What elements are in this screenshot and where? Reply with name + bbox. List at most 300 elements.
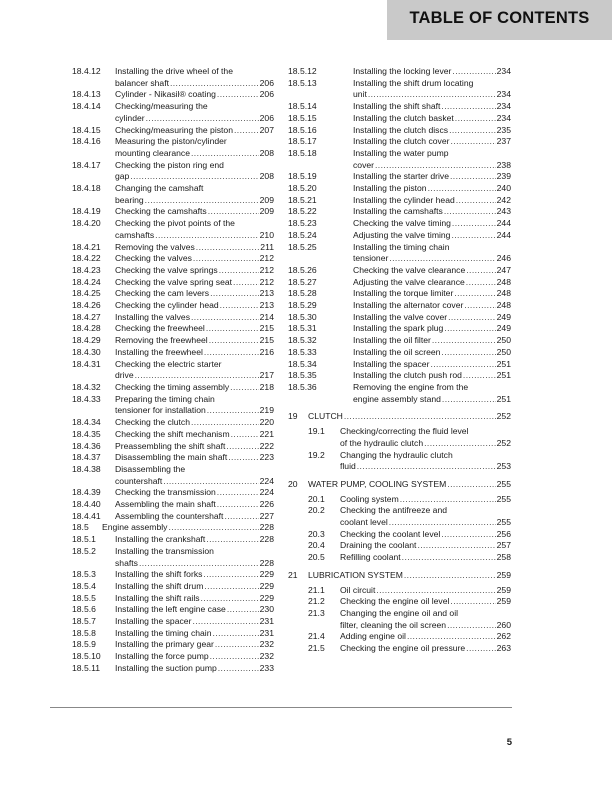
dot-leader [452, 218, 496, 230]
toc-entry[interactable] [72, 604, 274, 616]
dot-leader [466, 277, 496, 289]
toc-entry-number: 18.5.1 [72, 534, 96, 545]
dot-leader [430, 359, 495, 371]
toc-entry-number: 18.4.17 [72, 159, 101, 170]
toc-entry-title: WATER PUMP, COOLING SYSTEM [308, 478, 447, 489]
toc-entry[interactable] [308, 631, 511, 643]
dot-leader [389, 253, 495, 265]
toc-entry-title: Checking the cam levers [115, 288, 210, 299]
toc-entry[interactable] [72, 347, 274, 359]
toc-page-number: 227 [259, 510, 274, 521]
toc-page-number: 232 [259, 651, 274, 662]
toc-entry-number: 18.4.31 [72, 358, 101, 369]
toc-entry-title: Installing the camshafts [353, 206, 443, 217]
toc-entry[interactable] [72, 89, 274, 101]
toc-entry[interactable] [72, 66, 274, 89]
toc-entry[interactable] [288, 335, 511, 347]
toc-right-column [288, 66, 511, 655]
toc-entry-number: 18.4.39 [72, 487, 101, 498]
toc-entry[interactable] [72, 546, 274, 569]
toc-entry[interactable] [288, 265, 511, 277]
toc-page-number: 248 [496, 288, 511, 299]
toc-entry[interactable] [288, 382, 511, 405]
toc-entry[interactable] [72, 511, 274, 523]
dot-leader [191, 148, 259, 160]
toc-entry[interactable] [308, 585, 511, 597]
toc-entry-number: 18.4.27 [72, 311, 101, 322]
toc-page-number: 208 [259, 147, 274, 158]
dot-leader [451, 136, 496, 148]
toc-entry-title: Oil circuit [340, 584, 376, 595]
toc-entry-number: 18.5.9 [72, 639, 96, 650]
toc-entry-number: 18.5.35 [288, 370, 317, 381]
dot-leader [357, 461, 496, 473]
dot-leader [450, 171, 496, 183]
toc-entry[interactable] [72, 429, 274, 441]
toc-entry-title: Checking the valve clearance [353, 264, 466, 275]
toc-entry[interactable] [72, 101, 274, 124]
toc-entry-title: Checking the coolant level [340, 528, 441, 539]
toc-entry-title: Checking the engine oil level [340, 596, 450, 607]
toc-entry-title: Checking the piston ring end [115, 159, 224, 170]
toc-entry[interactable] [72, 417, 274, 429]
toc-page-number: 234 [496, 66, 511, 76]
toc-entry-title: Checking the freewheel [115, 323, 205, 334]
toc-entry[interactable] [72, 253, 274, 265]
toc-entry[interactable] [288, 136, 511, 148]
toc-entry[interactable] [288, 148, 511, 171]
toc-entry-number: 18.5.5 [72, 592, 96, 603]
toc-entry-number: 18.5.19 [288, 171, 317, 182]
dot-leader [376, 585, 495, 597]
toc-chapter-entry[interactable] [288, 570, 511, 582]
toc-entry-number: 21.1 [308, 584, 325, 595]
toc-entry-number: 18.5.12 [288, 66, 317, 76]
toc-entry[interactable] [308, 643, 511, 655]
dot-leader [428, 183, 496, 195]
toc-entry[interactable] [72, 639, 274, 651]
toc-page-number: 255 [496, 493, 511, 504]
toc-entry-number: 18.4.26 [72, 300, 101, 311]
toc-entry[interactable] [288, 242, 511, 265]
toc-entry-title: Installing the clutch cover [353, 136, 450, 147]
toc-page-number: 228 [259, 522, 274, 533]
dot-leader [368, 89, 496, 101]
toc-page-number: 228 [259, 557, 274, 568]
toc-entry[interactable] [72, 136, 274, 159]
dot-leader [463, 370, 496, 382]
toc-entry-number: 18.5.2 [72, 545, 96, 556]
toc-entry[interactable] [288, 359, 511, 371]
dot-leader [454, 288, 495, 300]
toc-entry[interactable] [72, 651, 274, 663]
toc-page-number: 208 [259, 171, 274, 182]
dot-leader [220, 300, 259, 312]
dot-leader [444, 206, 496, 218]
toc-entry-number: 18.5.31 [288, 323, 317, 334]
toc-entry-title: gap [115, 171, 130, 182]
toc-entry-number: 21.3 [308, 607, 325, 618]
dot-leader [400, 494, 496, 506]
toc-entry[interactable] [288, 323, 511, 335]
toc-entry[interactable] [288, 78, 511, 101]
dot-leader [192, 616, 258, 628]
toc-entry-title: Removing the engine from the [353, 381, 469, 392]
toc-entry[interactable] [288, 206, 511, 218]
toc-page-number: 206 [259, 112, 274, 123]
dot-leader [213, 628, 259, 640]
toc-entry-title: Removing the valves [115, 241, 195, 252]
toc-entry-number: 18.5 [72, 522, 89, 533]
toc-entry[interactable] [72, 183, 274, 206]
toc-entry-title: Checking the engine oil pressure [340, 643, 466, 654]
toc-entry-title: Installing the shift rails [115, 592, 200, 603]
toc-entry[interactable] [288, 66, 511, 78]
toc-page-number: 250 [496, 335, 511, 346]
toc-entry-title: bearing [115, 194, 144, 205]
toc-entry-title: Preassembling the shift shaft [115, 440, 226, 451]
toc-entry-number: 18.4.28 [72, 323, 101, 334]
toc-entry-number: 18.5.33 [288, 346, 317, 357]
toc-entry-number: 18.5.29 [288, 300, 317, 311]
dot-leader [455, 113, 496, 125]
toc-page-number: 251 [496, 358, 511, 369]
toc-entry[interactable] [72, 663, 274, 675]
toc-page-number: 256 [496, 528, 511, 539]
toc-entry-number: 18.5.32 [288, 335, 317, 346]
toc-entry-title: Checking the valve timing [353, 218, 451, 229]
toc-entry[interactable] [308, 596, 511, 608]
toc-entry-title: Checking the valve springs [115, 264, 218, 275]
toc-page-number: 237 [496, 136, 511, 147]
toc-entry-title: Draining the coolant [340, 540, 417, 551]
toc-entry-title: Adjusting the valve timing [353, 229, 451, 240]
toc-entry[interactable] [72, 160, 274, 183]
toc-entry[interactable] [308, 540, 511, 552]
dot-leader [448, 312, 496, 324]
toc-entry-number: 18.5.15 [288, 112, 317, 123]
toc-page-number: 223 [259, 452, 274, 463]
toc-page-number: 252 [496, 437, 511, 448]
toc-entry-number: 18.4.13 [72, 89, 101, 100]
toc-entry[interactable] [72, 394, 274, 417]
toc-entry[interactable] [72, 125, 274, 137]
toc-entry-title: Installing the locking lever [353, 66, 452, 76]
toc-page-number: 216 [259, 346, 274, 357]
toc-page-number: 207 [259, 124, 274, 135]
dot-leader [449, 125, 496, 137]
toc-entry-title: Installing the suction pump [115, 662, 217, 673]
toc-entry[interactable] [72, 593, 274, 605]
toc-chapter-entry[interactable] [288, 411, 511, 423]
toc-entry[interactable] [72, 300, 274, 312]
toc-entry-number: 18.5.22 [288, 206, 317, 217]
dot-leader [145, 195, 259, 207]
page-number: 5 [506, 737, 512, 748]
dot-leader [218, 663, 259, 675]
toc-entry-number: 18.5.27 [288, 276, 317, 287]
dot-leader [139, 558, 259, 570]
toc-entry[interactable] [288, 277, 511, 289]
toc-entry[interactable] [72, 206, 274, 218]
dot-leader [206, 323, 259, 335]
toc-entry-title: Assembling the main shaft [115, 499, 216, 510]
toc-entry-title: Installing the starter drive [353, 171, 450, 182]
toc-entry[interactable] [288, 183, 511, 195]
toc-entry[interactable] [308, 552, 511, 564]
toc-page-number: 250 [496, 346, 511, 357]
toc-entry[interactable] [308, 529, 511, 541]
toc-entry-number: 18.5.14 [288, 101, 317, 112]
toc-entry-title: camshafts [115, 229, 155, 240]
toc-entry-title: Refilling coolant [340, 552, 401, 563]
toc-entry[interactable] [308, 608, 511, 631]
toc-page-number: 240 [496, 183, 511, 194]
toc-entry-number: 19.2 [308, 449, 325, 460]
toc-entry-title: countershaft [115, 475, 163, 486]
toc-page-number: 259 [496, 584, 511, 595]
toc-entry[interactable] [72, 441, 274, 453]
toc-entry[interactable] [288, 230, 511, 242]
toc-entry-number: 18.5.11 [72, 662, 101, 673]
toc-entry-number: 21.5 [308, 643, 325, 654]
toc-entry[interactable] [72, 312, 274, 324]
toc-entry[interactable] [72, 534, 274, 546]
dot-leader [130, 171, 258, 183]
toc-entry-title: unit [353, 89, 367, 100]
toc-page-number: 231 [259, 616, 274, 627]
toc-page-number: 233 [259, 662, 274, 673]
toc-entry-number: 18.4.20 [72, 218, 101, 229]
toc-entry-number: 18.5.17 [288, 136, 317, 147]
dot-leader [233, 277, 259, 289]
dot-leader [450, 596, 495, 608]
toc-entry-title: Installing the clutch basket [353, 112, 454, 123]
toc-entry-number: 18.4.22 [72, 253, 101, 264]
toc-entry[interactable] [72, 616, 274, 628]
toc-page-number: 206 [259, 77, 274, 88]
toc-entry[interactable] [288, 300, 511, 312]
toc-entry-number: 18.4.38 [72, 463, 101, 474]
toc-entry-number: 20.5 [308, 552, 325, 563]
toc-entry-title: Assembling the countershaft [115, 510, 224, 521]
toc-entry-title: Disassembling the [115, 463, 186, 474]
toc-entry-title: Installing the water pump [353, 147, 449, 158]
toc-entry[interactable] [288, 288, 511, 300]
toc-page-number: 239 [496, 171, 511, 182]
toc-entry-title: Measuring the piston/cylinder [115, 136, 227, 147]
dot-leader [206, 534, 258, 546]
dot-leader [203, 569, 258, 581]
toc-entry[interactable] [72, 242, 274, 254]
toc-entry[interactable] [72, 569, 274, 581]
toc-entry-title: Checking the shift mechanism [115, 428, 230, 439]
toc-entry[interactable] [72, 499, 274, 511]
toc-entry-title: balancer shaft [115, 77, 169, 88]
toc-entry-title: Changing the hydraulic clutch [340, 449, 453, 460]
toc-entry-title: Installing the spacer [353, 358, 430, 369]
dot-leader [224, 511, 258, 523]
toc-page-number: 222 [259, 440, 274, 451]
toc-entry[interactable] [288, 101, 511, 113]
toc-entry-number: 18.5.20 [288, 183, 317, 194]
toc-entry[interactable] [72, 218, 274, 241]
toc-entry[interactable] [72, 487, 274, 499]
toc-entry-title: Checking the timing assembly [115, 381, 230, 392]
toc-entry[interactable] [288, 125, 511, 137]
toc-entry-title: cylinder [115, 112, 145, 123]
toc-entry[interactable] [308, 426, 511, 449]
toc-entry-title: Preparing the timing chain [115, 393, 215, 404]
toc-entry-number: 18.4.41 [72, 510, 101, 521]
toc-entry[interactable] [72, 288, 274, 300]
toc-entry-title: Installing the valve cover [353, 311, 448, 322]
toc-entry[interactable] [288, 195, 511, 207]
toc-entry-title: Adding engine oil [340, 631, 406, 642]
toc-entry[interactable] [72, 335, 274, 347]
toc-page-number: 234 [496, 89, 511, 100]
toc-entry-title: tensioner [353, 253, 389, 264]
toc-entry-title: Installing the clutch push rod [353, 370, 462, 381]
dot-leader [208, 206, 259, 218]
toc-entry-number: 21.4 [308, 631, 325, 642]
dot-leader [207, 405, 259, 417]
dot-leader [204, 581, 258, 593]
toc-entry-number: 18.5.26 [288, 264, 317, 275]
dot-leader [432, 335, 496, 347]
toc-entry-title: Installing the transmission [115, 545, 214, 556]
toc-entry[interactable] [72, 464, 274, 487]
toc-entry-number: 18.5.8 [72, 627, 96, 638]
toc-page-number: 248 [496, 300, 511, 311]
toc-entry-title: cover [353, 159, 375, 170]
toc-page-number: 213 [259, 288, 274, 299]
toc-entry[interactable] [288, 347, 511, 359]
dot-leader [191, 312, 259, 324]
toc-entry-number: 20 [288, 478, 298, 489]
toc-entry[interactable] [288, 171, 511, 183]
toc-entry[interactable] [72, 323, 274, 335]
toc-entry-title: Installing the alternator cover [353, 300, 464, 311]
toc-entry[interactable] [72, 265, 274, 277]
toc-entry[interactable] [308, 494, 511, 506]
dot-leader [441, 529, 495, 541]
toc-entry-number: 18.5.3 [72, 569, 96, 580]
toc-entry-title: Checking the transmission [115, 487, 216, 498]
toc-page-number: 243 [496, 206, 511, 217]
dot-leader [441, 101, 495, 113]
dot-leader [466, 265, 495, 277]
toc-entry-title: Checking the pivot points of the [115, 218, 235, 229]
toc-entry[interactable] [72, 628, 274, 640]
toc-entry-title: Checking the antifreeze and [340, 505, 448, 516]
toc-entry-title: Installing the shift forks [115, 569, 203, 580]
toc-entry-number: 18.4.15 [72, 124, 101, 135]
toc-entry-title: Installing the cylinder head [353, 194, 455, 205]
toc-entry-title: tensioner for installation [115, 405, 206, 416]
dot-leader [389, 517, 496, 529]
toc-entry-title: filter, cleaning the oil screen [340, 619, 447, 630]
toc-entry-title: Installing the clutch discs [353, 124, 449, 135]
toc-page-number: 247 [496, 264, 511, 275]
toc-entry-number: 18.5.28 [288, 288, 317, 299]
toc-entry-title: Installing the crankshaft [115, 534, 206, 545]
toc-entry[interactable] [288, 218, 511, 230]
toc-entry-number: 18.4.30 [72, 346, 101, 357]
toc-page-number: 210 [259, 229, 274, 240]
toc-entry-title: Installing the force pump [115, 651, 209, 662]
toc-entry-title: Installing the shift drum locating [353, 77, 474, 88]
toc-page-number: 214 [259, 311, 274, 322]
toc-page-number: 228 [259, 534, 274, 545]
dot-leader [210, 651, 259, 663]
toc-entry[interactable] [72, 277, 274, 289]
toc-entry[interactable] [288, 370, 511, 382]
toc-entry-number: 18.4.19 [72, 206, 101, 217]
toc-page-number: 242 [496, 194, 511, 205]
toc-page-number: 244 [496, 229, 511, 240]
dot-leader [234, 125, 259, 137]
toc-entry[interactable] [72, 581, 274, 593]
toc-entry-number: 18.4.14 [72, 101, 101, 112]
dot-leader [466, 643, 495, 655]
toc-entry[interactable] [288, 113, 511, 125]
toc-entry-title: LUBRICATION SYSTEM [308, 569, 403, 580]
toc-entry-title: Checking the valve spring seat [115, 276, 233, 287]
toc-entry[interactable] [72, 382, 274, 394]
dot-leader [451, 230, 495, 242]
toc-entry-title: Checking the camshafts [115, 206, 207, 217]
toc-entry[interactable] [72, 522, 274, 534]
header-banner [387, 0, 612, 40]
toc-entry-title: Installing the spark plug [353, 323, 444, 334]
toc-page-number: 258 [496, 552, 511, 563]
toc-entry-title: Installing the shift shaft [353, 101, 441, 112]
toc-entry-title: Checking the electric starter [115, 358, 222, 369]
toc-entry-number: 21 [288, 569, 298, 580]
toc-page-number: 260 [496, 619, 511, 630]
toc-entry-number: 18.4.37 [72, 452, 101, 463]
dot-leader [402, 552, 496, 564]
dot-leader [210, 288, 259, 300]
page-title: TABLE OF CONTENTS [409, 9, 590, 27]
toc-page-number: 253 [496, 461, 511, 472]
toc-entry-title: Checking/measuring the [115, 101, 208, 112]
toc-entry-title: Disassembling the main shaft [115, 452, 228, 463]
toc-entry-title: Checking the valves [115, 253, 192, 264]
toc-entry[interactable] [308, 505, 511, 528]
toc-entry[interactable] [288, 312, 511, 324]
toc-page-number: 244 [496, 218, 511, 229]
toc-entry[interactable] [72, 452, 274, 464]
toc-entry-title: Installing the primary gear [115, 639, 214, 650]
toc-entry-number: 18.4.40 [72, 499, 101, 510]
toc-page-number: 219 [259, 405, 274, 416]
toc-entry-number: 18.4.18 [72, 183, 101, 194]
toc-entry-number: 18.4.33 [72, 393, 101, 404]
toc-chapter-entry[interactable] [288, 479, 511, 491]
toc-page-number: 259 [496, 596, 511, 607]
dot-leader [444, 323, 495, 335]
toc-entry-number: 18.4.29 [72, 335, 101, 346]
toc-entry-title: coolant level [340, 517, 388, 528]
toc-entry[interactable] [308, 450, 511, 473]
toc-entry-title: engine assembly stand [353, 393, 441, 404]
toc-entry[interactable] [72, 359, 274, 382]
toc-page-number: 218 [259, 381, 274, 392]
toc-entry-title: shafts [115, 557, 138, 568]
toc-page-number: 212 [259, 276, 274, 287]
